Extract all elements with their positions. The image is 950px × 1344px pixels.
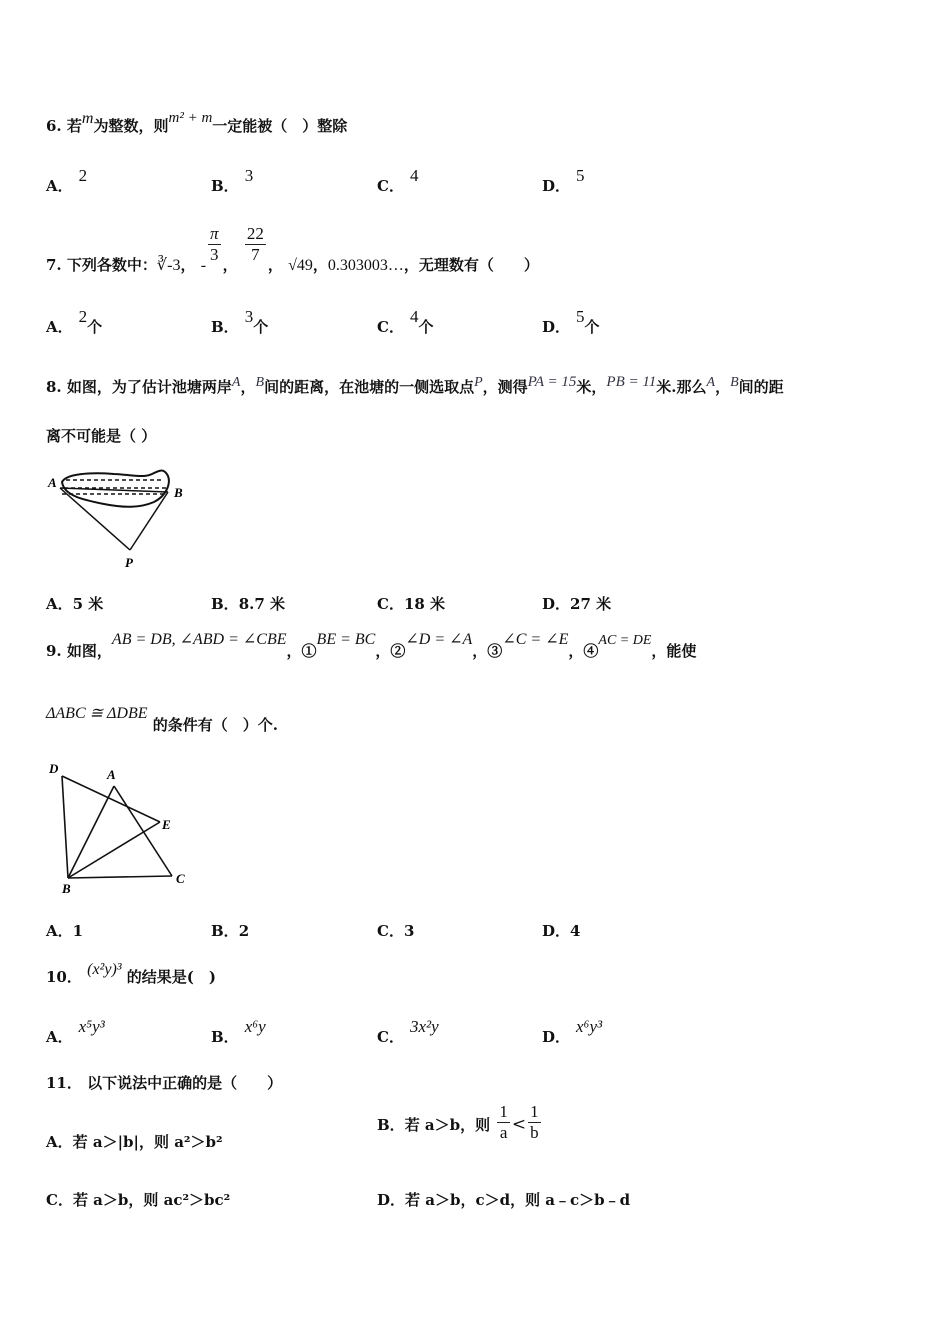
segment-db — [62, 776, 68, 878]
option-unit: 个 — [87, 318, 103, 336]
option-label: A． — [46, 595, 73, 613]
point-label-b: B — [62, 881, 71, 896]
point-label-d: D — [49, 761, 59, 776]
question-number: 10． — [46, 968, 82, 986]
option-label: C． — [377, 318, 404, 336]
option-value: 4 — [409, 166, 419, 185]
option-value: 18 米 — [403, 595, 446, 613]
option-value: 4 — [570, 922, 581, 940]
q6-option-d[interactable] — [542, 166, 585, 196]
math-var: m — [81, 110, 94, 127]
question-text: 如图， — [66, 642, 112, 660]
option-value: 5 — [576, 307, 585, 326]
option-value: 8.7 米 — [238, 595, 286, 613]
option-value: 2 — [238, 922, 250, 940]
option-label: D． — [542, 922, 571, 940]
condition-mark: ，② — [375, 642, 406, 660]
condition-mark: ，③ — [472, 642, 503, 660]
q11-option-b[interactable] — [377, 1102, 543, 1146]
math-neg: - — [200, 256, 207, 274]
question-10 — [46, 961, 216, 987]
option-label: B． — [211, 318, 239, 336]
condition-mark: ，④ — [568, 642, 599, 660]
q9-option-b[interactable] — [211, 920, 249, 941]
question-7 — [46, 224, 539, 274]
separator: ， — [312, 255, 328, 274]
condition-mark: ，① — [286, 642, 317, 660]
math-var: A — [231, 375, 241, 390]
question-9 — [46, 631, 697, 661]
fraction-22-over-7 — [245, 224, 266, 265]
q7-option-c[interactable] — [377, 307, 434, 337]
condition-1: BE = BC — [316, 631, 376, 648]
option-value: 2 — [78, 307, 88, 326]
option-label: B． — [377, 1115, 405, 1134]
point-label-b: B — [174, 485, 183, 500]
math-var: A — [706, 375, 716, 390]
option-unit: 个 — [253, 318, 269, 336]
option-value: 若 a＞b，则 ac²＞bc² — [72, 1191, 231, 1209]
point-label-e: E — [162, 817, 171, 832]
math-var: B — [255, 375, 265, 390]
math-expr: m² + m — [168, 110, 213, 126]
option-value: 若 a＞b，c＞d，则 a﹣c＞b﹣d — [405, 1191, 631, 1209]
option-label: C． — [377, 1028, 404, 1046]
option-value: 5 — [576, 166, 585, 185]
option-value: 3 — [244, 307, 254, 326]
question-text: 的结果是( ) — [126, 968, 216, 986]
question-text: ，测得 — [482, 378, 528, 396]
option-value: 2 — [78, 166, 88, 185]
q11-option-c[interactable] — [46, 1189, 230, 1210]
question-text: 米， — [576, 378, 607, 396]
question-text: 如图，为了估计池塘两岸 — [66, 378, 232, 396]
point-label-a: A — [48, 475, 57, 490]
q8-option-a[interactable] — [46, 593, 103, 614]
denominator: a — [499, 1123, 508, 1142]
option-label: C． — [377, 177, 404, 195]
option-value: 4 — [409, 307, 419, 326]
fraction-1-over-b — [528, 1102, 541, 1143]
separator: ， — [240, 378, 256, 396]
question-text: 若 — [66, 117, 82, 135]
option-label: A． — [46, 177, 73, 195]
q9-option-c[interactable] — [377, 920, 414, 941]
less-than: < — [511, 1114, 527, 1135]
q6-option-a[interactable] — [46, 166, 88, 196]
segment-bc — [68, 876, 172, 878]
question-number: 6. — [46, 117, 62, 135]
question-text: 下列各数中： — [66, 255, 157, 274]
option-label: B． — [211, 1028, 239, 1046]
option-label: C． — [377, 922, 404, 940]
question-text: 米.那么 — [656, 378, 707, 396]
option-label: D． — [542, 595, 571, 613]
segment-de — [62, 776, 160, 822]
math-decimal: 0.303003… — [327, 256, 404, 274]
q7-option-d[interactable] — [542, 307, 600, 337]
option-value: x⁶y³ — [576, 1017, 603, 1036]
triangle-figure — [44, 758, 194, 898]
question-text: 间的距 — [738, 378, 784, 396]
numerator: π — [210, 224, 219, 243]
point-label-p: P — [125, 555, 133, 570]
question-11 — [46, 1072, 282, 1093]
denominator: 7 — [251, 245, 260, 264]
segment-bp — [130, 492, 168, 550]
question-9-line2 — [46, 705, 278, 735]
q8-option-c[interactable] — [377, 593, 445, 614]
separator: ， — [222, 255, 238, 274]
q9-option-a[interactable] — [46, 920, 83, 941]
option-value: 3x²y — [409, 1017, 439, 1036]
q9-option-d[interactable] — [542, 920, 580, 941]
math-expr: PB = 11 — [606, 374, 657, 390]
condition-2: ∠D = ∠A — [405, 631, 473, 648]
math-congruence: ΔABC ≅ ΔDBE — [46, 705, 148, 722]
q7-option-b[interactable] — [211, 307, 269, 337]
option-label: D． — [542, 1028, 571, 1046]
math-sqrt: √49 — [288, 256, 313, 274]
numerator: 22 — [246, 224, 264, 243]
option-value: x⁵y³ — [78, 1017, 105, 1036]
option-label: D． — [542, 318, 571, 336]
point-label-c: C — [176, 871, 185, 886]
q10-option-b[interactable] — [211, 1017, 266, 1047]
question-text: ，无理数有（ ） — [403, 255, 539, 274]
numerator: 1 — [499, 1102, 508, 1121]
question-number: 11． — [46, 1074, 82, 1092]
math-var: B — [730, 375, 739, 390]
condition-3: ∠C = ∠E — [502, 631, 569, 648]
question-6 — [46, 110, 348, 136]
segment-ap — [60, 488, 130, 550]
option-label: D． — [377, 1191, 406, 1209]
fraction-1-over-a — [497, 1102, 510, 1143]
option-label: C． — [377, 595, 404, 613]
separator: ， — [715, 378, 731, 396]
option-label: D． — [542, 177, 571, 195]
question-text: 一定能被（ ）整除 — [212, 117, 348, 135]
option-value: 若 a＞|b|，则 a²＞b² — [72, 1133, 223, 1151]
separator: ， — [267, 255, 283, 274]
option-value: 5 米 — [72, 595, 104, 613]
point-label-a: A — [107, 767, 116, 782]
denominator: b — [530, 1123, 539, 1142]
question-8 — [46, 376, 784, 397]
fraction-pi-over-3 — [208, 224, 221, 265]
numerator: 1 — [530, 1102, 539, 1121]
denominator: 3 — [210, 245, 219, 264]
pond-figure — [44, 466, 194, 571]
q10-option-d[interactable] — [542, 1017, 603, 1047]
math-expr: (x²y)³ — [87, 961, 122, 978]
option-label: C． — [46, 1191, 73, 1209]
option-label: A． — [46, 1028, 73, 1046]
q10-option-c[interactable] — [377, 1017, 439, 1047]
question-text: 间的距离，在池塘的一侧选取点 — [264, 378, 475, 396]
question-number: 7. — [46, 255, 62, 274]
option-value: x⁶y — [244, 1017, 266, 1036]
question-text: ，能使 — [651, 642, 697, 660]
option-value: 3 — [403, 922, 415, 940]
question-number: 9. — [46, 642, 62, 660]
q8-option-b[interactable] — [211, 593, 285, 614]
question-number: 8. — [46, 378, 62, 396]
option-value: 27 米 — [570, 595, 612, 613]
option-unit: 个 — [584, 318, 600, 336]
question-text: 的条件有（ ）个. — [152, 716, 278, 734]
question-text: 以下说法中正确的是（ ） — [87, 1074, 283, 1092]
math-expr: PA = 15 — [527, 374, 577, 390]
option-label: A． — [46, 922, 73, 940]
option-label: B． — [211, 595, 239, 613]
math-var: P — [474, 375, 483, 390]
q11-option-a[interactable] — [46, 1131, 223, 1152]
option-label: A． — [46, 1133, 73, 1151]
question-text: 为整数，则 — [93, 117, 169, 135]
condition-4: AC = DE — [598, 633, 652, 648]
q6-option-c[interactable] — [377, 166, 419, 196]
q7-option-a[interactable] — [46, 307, 103, 337]
question-8-line2: 离不可能是（ ） — [46, 427, 157, 445]
option-unit: 个 — [418, 318, 434, 336]
q8-option-d[interactable] — [542, 593, 611, 614]
q6-option-b[interactable] — [211, 166, 254, 196]
math-given: AB = DB, ∠ABD = ∠CBE — [111, 631, 287, 648]
separator: ， — [180, 255, 196, 274]
q10-option-a[interactable] — [46, 1017, 105, 1047]
option-label: B． — [211, 177, 239, 195]
option-value: 3 — [244, 166, 254, 185]
option-value: 若 a＞b，则 — [404, 1115, 491, 1134]
q11-option-d[interactable] — [377, 1189, 630, 1210]
math-cbrt: ∛-3 — [156, 256, 181, 274]
option-value: 1 — [72, 922, 84, 940]
option-label: A． — [46, 318, 73, 336]
option-label: B． — [211, 922, 239, 940]
